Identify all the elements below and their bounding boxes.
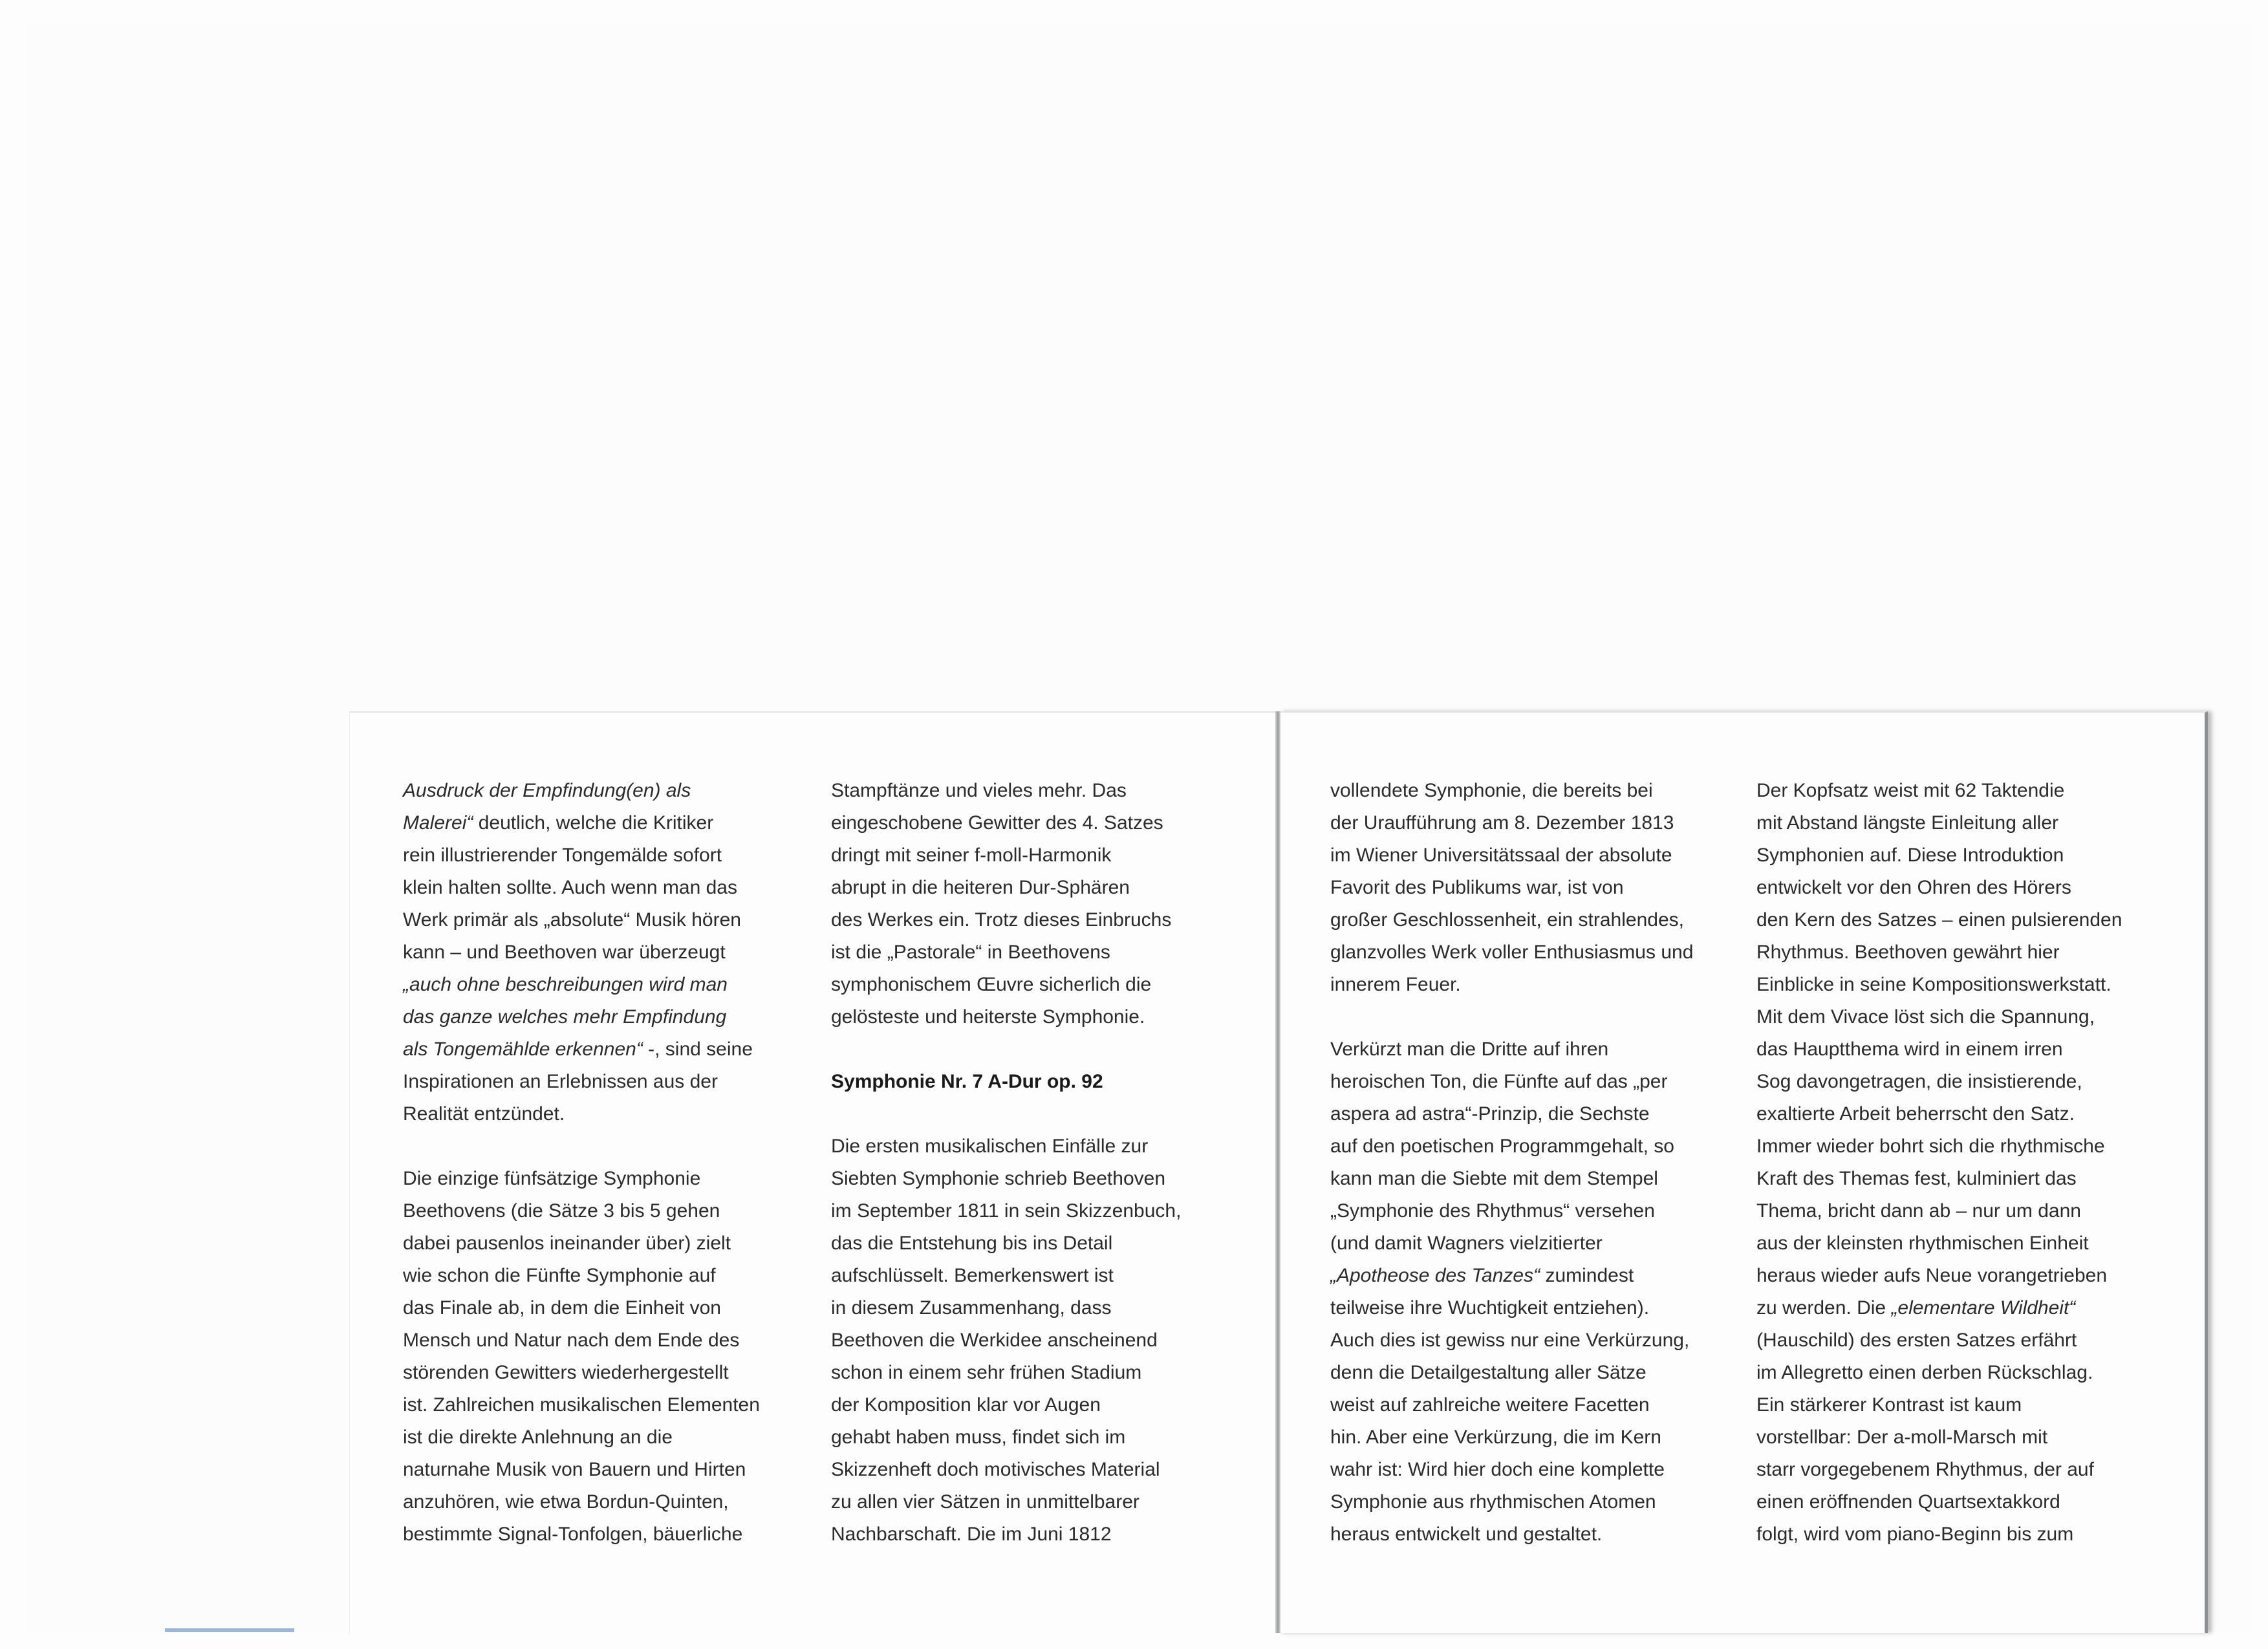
section-heading <box>831 1066 1181 1098</box>
text-segment: der Uraufführung am 8. Dezember 1813 <box>1330 812 1674 834</box>
text-segment: Beethoven die Werkidee anscheinend <box>831 1330 1158 1351</box>
text-line <box>1756 1098 2122 1130</box>
text-line <box>1330 1227 1693 1260</box>
text-segment: Siebten Symphonie schrieb Beethoven <box>831 1168 1166 1189</box>
text-line <box>1330 1421 1693 1454</box>
text-segment: vorstellbar: Der a-moll-Marsch mit <box>1756 1427 2048 1448</box>
text-segment: Mit dem Vivace löst sich die Spannung, <box>1756 1006 2095 1028</box>
text-line <box>1756 872 2122 904</box>
text-segment: innerem Feuer. <box>1330 974 1461 995</box>
text-segment: folgt, wird vom piano-Beginn bis zum <box>1756 1524 2074 1545</box>
text-segment: ist die „Pastorale“ in Beethovens <box>831 942 1110 963</box>
text-segment: eingeschobene Gewitter des 4. Satzes <box>831 812 1163 834</box>
text-line <box>1756 1324 2122 1357</box>
text-line <box>1756 1195 2122 1227</box>
italic-text: Ausdruck der Empfindung(en) als <box>403 780 691 801</box>
text-line <box>1330 807 1693 839</box>
text-segment: dringt mit seiner f-moll-Harmonik <box>831 845 1112 866</box>
text-segment: Auch dies ist gewiss nur eine Verkürzung, <box>1330 1330 1690 1351</box>
text-segment: gehabt haben muss, findet sich im <box>831 1427 1126 1448</box>
text-line <box>1756 1001 2122 1033</box>
text-segment: Thema, bricht dann ab – nur um dann <box>1756 1200 2081 1222</box>
text-line <box>1756 1518 2122 1551</box>
text-line <box>831 1130 1181 1163</box>
text-segment: Symphonie Nr. 7 A-Dur op. 92 <box>831 1071 1103 1092</box>
text-segment: zumindest <box>1540 1265 1634 1286</box>
text-segment: großer Geschlossenheit, ein strahlendes, <box>1330 909 1684 931</box>
text-line <box>831 936 1181 969</box>
text-line <box>1330 1518 1693 1551</box>
text-line <box>1756 839 2122 872</box>
text-line <box>1756 1130 2122 1163</box>
text-segment: Rhythmus. Beethoven gewährt hier <box>1756 942 2060 963</box>
booklet-gutter <box>1275 711 1280 1633</box>
text-line <box>1330 1195 1693 1227</box>
text-line <box>1330 1163 1693 1195</box>
text-line <box>1756 1227 2122 1260</box>
text-line <box>1330 969 1693 1001</box>
text-column-1 <box>403 775 760 1551</box>
text-segment: das Finale ab, in dem die Einheit von <box>403 1297 721 1319</box>
text-segment: „Symphonie des Rhythmus“ versehen <box>1330 1200 1655 1222</box>
text-line <box>1756 1486 2122 1518</box>
text-segment: gelösteste und heiterste Symphonie. <box>831 1006 1145 1028</box>
text-segment: heroischen Ton, die Fünfte auf das „per <box>1330 1071 1668 1092</box>
text-segment: (und damit Wagners vielzitierter <box>1330 1233 1603 1254</box>
text-segment: Die einzige fünfsätzige Symphonie <box>403 1168 701 1189</box>
text-line <box>1756 1421 2122 1454</box>
text-segment: des Werkes ein. Trotz dieses Einbruchs <box>831 909 1172 931</box>
text-line <box>831 807 1181 839</box>
text-segment: das Hauptthema wird in einem irren <box>1756 1039 2063 1060</box>
text-line <box>1756 1389 2122 1421</box>
text-line <box>403 1389 760 1421</box>
text-segment: exaltierte Arbeit beherrscht den Satz. <box>1756 1103 2075 1125</box>
text-segment: starr vorgegebenem Rhythmus, der auf <box>1756 1459 2094 1480</box>
text-segment: Immer wieder bohrt sich die rhythmische <box>1756 1136 2105 1157</box>
text-segment: Mensch und Natur nach dem Ende des <box>403 1330 740 1351</box>
text-line <box>403 839 760 872</box>
italic-text: „elementare Wildheit“ <box>1891 1297 2076 1319</box>
text-line <box>831 1518 1181 1551</box>
text-line <box>1330 1292 1693 1324</box>
text-line <box>1756 1292 2122 1324</box>
text-segment: Kraft des Themas fest, kulminiert das <box>1756 1168 2077 1189</box>
text-line <box>1756 807 2122 839</box>
text-line <box>831 1324 1181 1357</box>
text-line <box>403 1421 760 1454</box>
text-line <box>831 1292 1181 1324</box>
text-segment: anzuhören, wie etwa Bordun-Quinten, <box>403 1491 729 1513</box>
text-column-3 <box>1330 775 1693 1551</box>
italic-text: „Apotheose des Tanzes“ <box>1330 1265 1540 1286</box>
text-line <box>403 1292 760 1324</box>
text-segment: Beethovens (die Sätze 3 bis 5 gehen <box>403 1200 720 1222</box>
text-segment: bestimmte Signal-Tonfolgen, bäuerliche <box>403 1524 743 1545</box>
text-segment: -, sind seine <box>642 1039 753 1060</box>
text-line <box>1756 1454 2122 1486</box>
text-segment: Realität entzündet. <box>403 1103 565 1125</box>
text-segment: Sog davongetragen, die insistierende, <box>1756 1071 2082 1092</box>
text-segment: aufschlüsselt. Bemerkenswert ist <box>831 1265 1114 1286</box>
text-line <box>1330 1454 1693 1486</box>
text-line <box>403 1518 760 1551</box>
text-line <box>1330 1130 1693 1163</box>
text-segment: aspera ad astra“-Prinzip, die Sechste <box>1330 1103 1650 1125</box>
text-segment: Skizzenheft doch motivisches Material <box>831 1459 1160 1480</box>
text-line <box>403 807 760 839</box>
text-column-4 <box>1756 775 2122 1551</box>
text-segment: heraus wieder aufs Neue vorangetrieben <box>1756 1265 2108 1286</box>
text-line <box>1330 1260 1693 1292</box>
text-line <box>1756 775 2122 807</box>
text-line <box>1330 1357 1693 1389</box>
text-segment: heraus entwickelt und gestaltet. <box>1330 1524 1603 1545</box>
text-segment: kann man die Siebte mit dem Stempel <box>1330 1168 1658 1189</box>
text-segment: schon in einem sehr frühen Stadium <box>831 1362 1142 1383</box>
text-line <box>831 872 1181 904</box>
text-segment: wie schon die Fünfte Symphonie auf <box>403 1265 716 1286</box>
text-segment: auf den poetischen Programmgehalt, so <box>1330 1136 1674 1157</box>
text-segment: im Wiener Universitätssaal der absolute <box>1330 845 1672 866</box>
text-line <box>831 1454 1181 1486</box>
text-segment: abrupt in die heiteren Dur-Sphären <box>831 877 1130 898</box>
italic-text: „auch ohne beschreibungen wird man <box>403 974 728 995</box>
text-segment: der Komposition klar vor Augen <box>831 1394 1101 1416</box>
text-line <box>403 1486 760 1518</box>
text-segment: den Kern des Satzes – einen pulsierenden <box>1756 909 2122 931</box>
text-line <box>831 1421 1181 1454</box>
text-line <box>403 1454 760 1486</box>
text-segment: Die ersten musikalischen Einfälle zur <box>831 1136 1149 1157</box>
text-segment: aus der kleinsten rhythmischen Einheit <box>1756 1233 2089 1254</box>
paragraph-gap <box>403 1130 760 1163</box>
italic-text: Malerei“ <box>403 812 473 834</box>
text-line <box>1330 839 1693 872</box>
text-line <box>1756 1163 2122 1195</box>
text-segment: in diesem Zusammenhang, dass <box>831 1297 1112 1319</box>
text-line <box>403 1357 760 1389</box>
text-segment: Nachbarschaft. Die im Juni 1812 <box>831 1524 1112 1545</box>
text-line <box>831 1486 1181 1518</box>
text-line <box>831 1001 1181 1033</box>
text-line <box>831 1227 1181 1260</box>
text-segment: ist. Zahlreichen musikalischen Elementen <box>403 1394 760 1416</box>
text-line <box>1330 1389 1693 1421</box>
text-line <box>831 969 1181 1001</box>
text-line <box>1330 1324 1693 1357</box>
text-line <box>1756 969 2122 1001</box>
text-segment: symphonischem Œuvre sicherlich die <box>831 974 1152 995</box>
text-line <box>403 936 760 969</box>
text-segment: Favorit des Publikums war, ist von <box>1330 877 1624 898</box>
text-line <box>1756 1357 2122 1389</box>
text-segment: weist auf zahlreiche weitere Facetten <box>1330 1394 1650 1416</box>
text-line <box>1330 1486 1693 1518</box>
text-line <box>1756 936 2122 969</box>
text-segment: naturnahe Musik von Bauern und Hirten <box>403 1459 746 1480</box>
paragraph-gap <box>831 1033 1181 1066</box>
text-line <box>831 1195 1181 1227</box>
text-segment: Symphonie aus rhythmischen Atomen <box>1330 1491 1656 1513</box>
scan-edge-strip <box>165 1628 294 1632</box>
text-segment: im September 1811 in sein Skizzenbuch, <box>831 1200 1182 1222</box>
text-line <box>403 872 760 904</box>
text-line <box>403 1163 760 1195</box>
text-line <box>831 839 1181 872</box>
text-line <box>1330 1098 1693 1130</box>
text-line <box>403 1098 760 1130</box>
text-segment: kann – und Beethoven war überzeugt <box>403 942 726 963</box>
text-line <box>1756 1260 2122 1292</box>
text-segment: mit Abstand längste Einleitung aller <box>1756 812 2058 834</box>
text-segment: glanzvolles Werk voller Enthusiasmus und <box>1330 942 1694 963</box>
text-line <box>831 775 1181 807</box>
text-segment: vollendete Symphonie, die bereits bei <box>1330 780 1653 801</box>
text-line <box>403 1195 760 1227</box>
paragraph-gap <box>1330 1001 1693 1033</box>
text-segment: hin. Aber eine Verkürzung, die im Kern <box>1330 1427 1661 1448</box>
text-line <box>831 904 1181 936</box>
text-line <box>1330 1066 1693 1098</box>
text-segment: wahr ist: Wird hier doch eine komplette <box>1330 1459 1665 1480</box>
text-segment: Inspirationen an Erlebnissen aus der <box>403 1071 718 1092</box>
text-line <box>1756 904 2122 936</box>
text-segment: im Allegretto einen derben Rückschlag. <box>1756 1362 2093 1383</box>
text-line <box>1330 775 1693 807</box>
text-line <box>831 1389 1181 1421</box>
text-line <box>1330 904 1693 936</box>
text-segment: klein halten sollte. Auch wenn man das <box>403 877 737 898</box>
text-segment: ist die direkte Anlehnung an die <box>403 1427 673 1448</box>
text-line <box>831 1163 1181 1195</box>
text-line <box>403 1227 760 1260</box>
text-segment: dabei pausenlos ineinander über) zielt <box>403 1233 731 1254</box>
paragraph-gap <box>831 1098 1181 1130</box>
text-line <box>1330 1033 1693 1066</box>
text-segment: Ein stärkerer Kontrast ist kaum <box>1756 1394 2022 1416</box>
italic-text: als Tongemählde erkennen“ <box>403 1039 643 1060</box>
text-segment: Stampftänze und vieles mehr. Das <box>831 780 1127 801</box>
text-segment: rein illustrierender Tongemälde sofort <box>403 845 722 866</box>
text-segment: entwickelt vor den Ohren des Hörers <box>1756 877 2071 898</box>
text-line <box>1756 1066 2122 1098</box>
text-segment: Werk primär als „absolute“ Musik hören <box>403 909 741 931</box>
text-line <box>831 1260 1181 1292</box>
italic-text: das ganze welches mehr Empfindung <box>403 1006 727 1028</box>
text-line <box>1756 1033 2122 1066</box>
text-line <box>831 1357 1181 1389</box>
text-segment: zu werden. Die <box>1756 1297 1892 1319</box>
text-line <box>403 1066 760 1098</box>
text-line <box>403 1260 760 1292</box>
text-line <box>403 1033 760 1066</box>
text-segment: Einblicke in seine Kompositionswerkstatt. <box>1756 974 2111 995</box>
text-segment: einen eröffnenden Quartsextakkord <box>1756 1491 2060 1513</box>
text-column-2 <box>831 775 1181 1551</box>
text-line <box>403 1001 760 1033</box>
text-line <box>1330 936 1693 969</box>
text-segment: deutlich, welche die Kritiker <box>473 812 714 834</box>
text-line <box>1330 872 1693 904</box>
text-line <box>403 969 760 1001</box>
text-segment: Der Kopfsatz weist mit 62 Taktendie <box>1756 780 2065 801</box>
text-line <box>403 775 760 807</box>
text-segment: Symphonien auf. Diese Introduktion <box>1756 845 2064 866</box>
text-segment: störenden Gewitters wiederhergestellt <box>403 1362 729 1383</box>
text-segment: das die Entstehung bis ins Detail <box>831 1233 1113 1254</box>
text-segment: teilweise ihre Wuchtigkeit entziehen). <box>1330 1297 1650 1319</box>
text-segment: denn die Detailgestaltung aller Sätze <box>1330 1362 1647 1383</box>
text-segment: Verkürzt man die Dritte auf ihren <box>1330 1039 1609 1060</box>
text-segment: (Hauschild) des ersten Satzes erfährt <box>1756 1330 2077 1351</box>
text-line <box>403 1324 760 1357</box>
text-segment: zu allen vier Sätzen in unmittelbarer <box>831 1491 1139 1513</box>
text-line <box>403 904 760 936</box>
